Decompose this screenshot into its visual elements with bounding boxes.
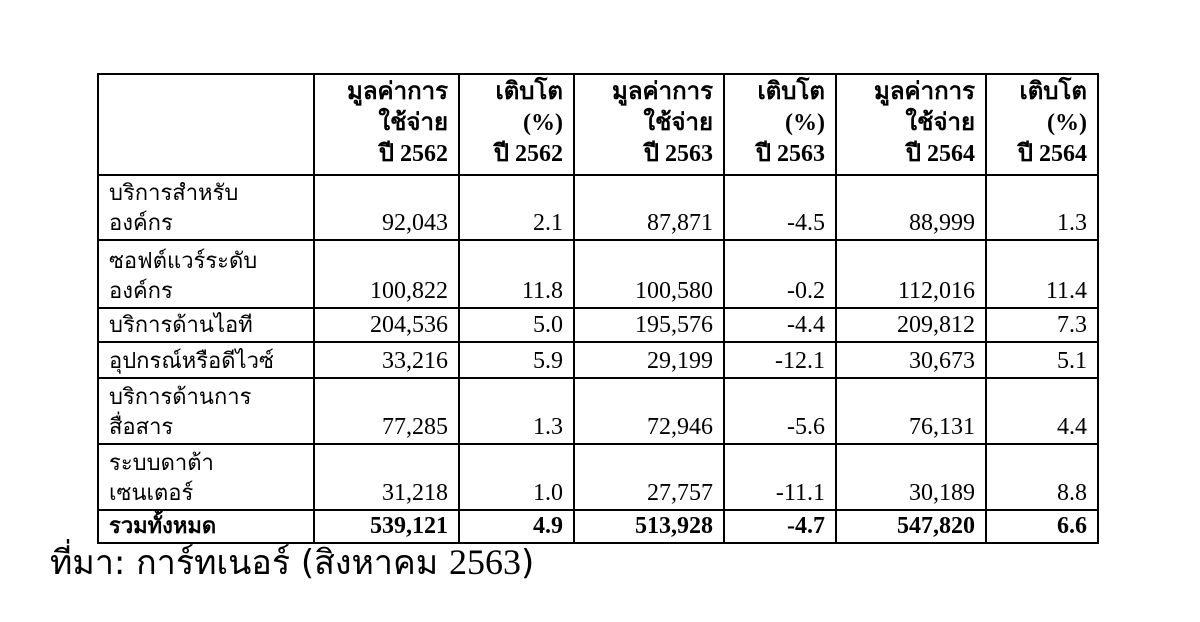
cell-value: 92,043 (314, 175, 459, 240)
row-label-line: บริการด้านไอที (109, 313, 253, 338)
header-line: มูลค่าการ (347, 79, 448, 105)
total-value: 4.9 (459, 510, 574, 543)
header-line: ปี 2562 (493, 141, 563, 167)
cell-value: 5.0 (459, 308, 574, 342)
cell-value: -0.2 (724, 240, 836, 308)
cell-value: 29,199 (574, 342, 724, 378)
row-label-line: องค์กร (109, 211, 173, 236)
header-line: มูลค่าการ (874, 79, 975, 105)
table-row (98, 342, 1098, 378)
cell-value: 31,218 (314, 444, 459, 510)
cell-value: 8.8 (986, 444, 1098, 510)
cell-value: -5.6 (724, 378, 836, 444)
cell-value: 204,536 (314, 308, 459, 342)
cell-value: 11.4 (986, 240, 1098, 308)
header-line: ใช้จ่าย (643, 110, 713, 136)
cell-value: 209,812 (836, 308, 986, 342)
header-line: ปี 2563 (643, 141, 713, 167)
cell-value: 4.4 (986, 378, 1098, 444)
header-spend-2563 (574, 74, 724, 175)
it-spending-table (97, 73, 1099, 544)
row-label-line: องค์กร (109, 279, 173, 304)
row-label (98, 308, 314, 342)
source-note (50, 540, 534, 585)
header-line: ใช้จ่าย (905, 110, 975, 136)
cell-value: -11.1 (724, 444, 836, 510)
row-label (98, 378, 314, 444)
row-label (98, 240, 314, 308)
header-spend-2564 (836, 74, 986, 175)
table-row (98, 175, 1098, 240)
header-row (98, 74, 1098, 175)
cell-value: 1.0 (459, 444, 574, 510)
cell-value: 87,871 (574, 175, 724, 240)
row-label-line: บริการสำหรับ (109, 181, 239, 206)
source-prefix: ที่มา: การ์ทเนอร์ (สิงหาคม (50, 543, 449, 583)
row-label-line: ระบบดาต้า (109, 451, 214, 476)
cell-value: 5.1 (986, 342, 1098, 378)
cell-value: 7.3 (986, 308, 1098, 342)
cell-value: 1.3 (459, 378, 574, 444)
table-header (98, 74, 1098, 175)
cell-value: 30,189 (836, 444, 986, 510)
row-label-line: ซอฟต์แวร์ระดับ (109, 249, 258, 274)
cell-value: 2.1 (459, 175, 574, 240)
header-line: ใช้จ่าย (378, 110, 448, 136)
cell-value: 88,999 (836, 175, 986, 240)
cell-value: 112,016 (836, 240, 986, 308)
table-row (98, 308, 1098, 342)
row-label-line: สื่อสาร (109, 415, 174, 440)
table-row (98, 240, 1098, 308)
cell-value: 27,757 (574, 444, 724, 510)
header-line: เติบโต (1019, 79, 1087, 105)
cell-value: 72,946 (574, 378, 724, 444)
header-growth-2564 (986, 74, 1098, 175)
row-label-line: เซนเตอร์ (109, 481, 194, 506)
cell-value: 100,822 (314, 240, 459, 308)
cell-value: -4.4 (724, 308, 836, 342)
cell-value: -4.5 (724, 175, 836, 240)
cell-value: 5.9 (459, 342, 574, 378)
cell-value: 30,673 (836, 342, 986, 378)
header-line: เติบโต (495, 79, 563, 105)
header-line: ปี 2564 (1017, 141, 1087, 167)
cell-value: 33,216 (314, 342, 459, 378)
total-value: 539,121 (314, 510, 459, 543)
header-growth-2562 (459, 74, 574, 175)
header-spend-2562 (314, 74, 459, 175)
header-line: ปี 2564 (905, 141, 975, 167)
total-row (98, 510, 1098, 543)
total-value: -4.7 (724, 510, 836, 543)
table-row (98, 444, 1098, 510)
cell-value: 77,285 (314, 378, 459, 444)
header-line: (%) (785, 110, 825, 136)
source-year: 2563 (448, 542, 521, 582)
cell-value: 1.3 (986, 175, 1098, 240)
total-value: 6.6 (986, 510, 1098, 543)
cell-value: -12.1 (724, 342, 836, 378)
header-line: มูลค่าการ (612, 79, 713, 105)
row-label (98, 444, 314, 510)
row-label (98, 342, 314, 378)
total-label: รวมทั้งหมด (98, 510, 314, 543)
header-line: เติบโต (757, 79, 825, 105)
cell-value: 76,131 (836, 378, 986, 444)
source-suffix: ) (520, 543, 535, 583)
header-category (98, 74, 314, 175)
header-line: ปี 2562 (378, 141, 448, 167)
total-value: 513,928 (574, 510, 724, 543)
header-growth-2563 (724, 74, 836, 175)
header-line: (%) (1047, 110, 1087, 136)
row-label-line: บริการด้านการ (109, 385, 252, 410)
cell-value: 11.8 (459, 240, 574, 308)
cell-value: 195,576 (574, 308, 724, 342)
total-value: 547,820 (836, 510, 986, 543)
cell-value: 100,580 (574, 240, 724, 308)
table-row (98, 378, 1098, 444)
row-label-line: อุปกรณ์หรือดีไวซ์ (109, 349, 274, 374)
header-line: (%) (523, 110, 563, 136)
row-label (98, 175, 314, 240)
header-line: ปี 2563 (755, 141, 825, 167)
table-body (98, 175, 1098, 543)
